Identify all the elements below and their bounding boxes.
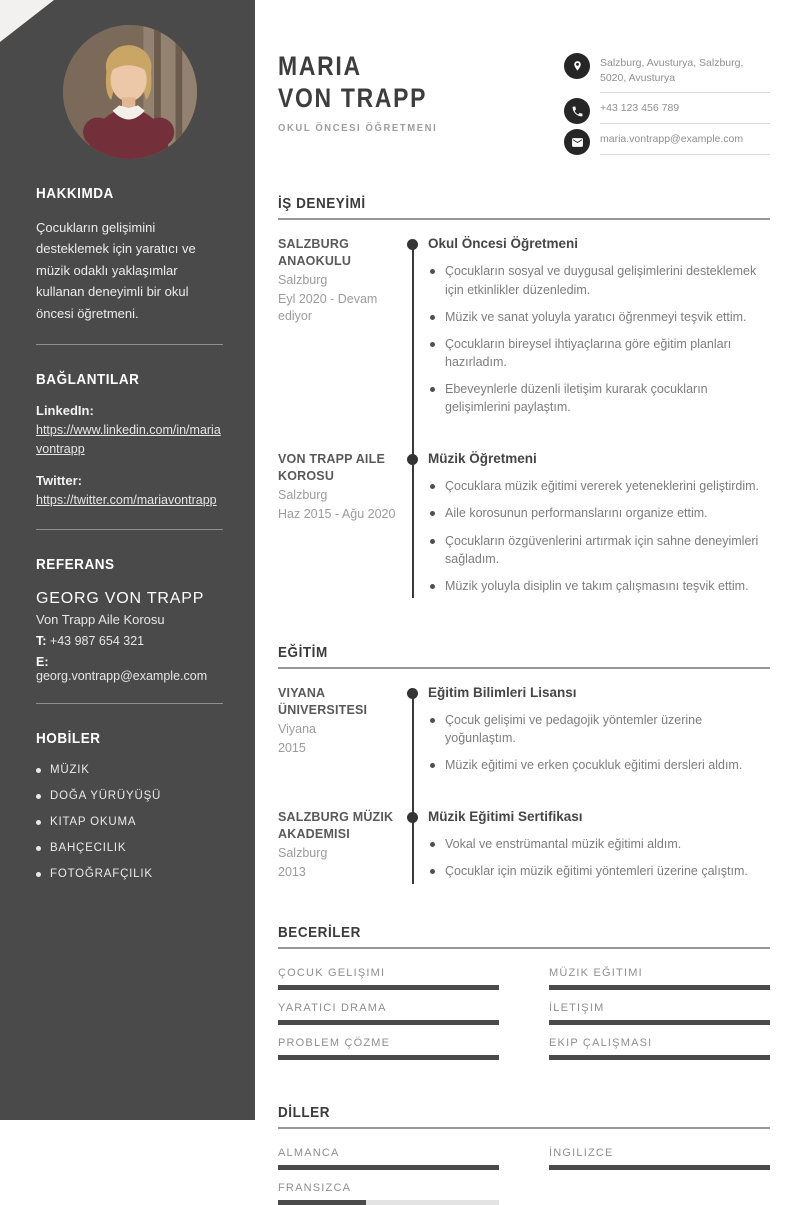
skill-bar (549, 1055, 770, 1060)
section-rule (278, 667, 770, 669)
entry-location: Salzburg (278, 846, 328, 861)
reference-email-label: E: (36, 655, 49, 670)
section-rule (278, 1127, 770, 1129)
entry-org: VON TRAPP AILE KOROSU (278, 452, 385, 484)
language-bar-fill (278, 1200, 366, 1205)
language-bar (278, 1165, 499, 1170)
links-section (36, 345, 223, 509)
twitter-link[interactable]: https://twitter.com/mariavontrapp (36, 492, 217, 507)
timeline-dot (407, 812, 418, 823)
entry-detail (428, 236, 770, 425)
entry-location: Salzburg (278, 273, 328, 288)
education-entries (278, 685, 770, 890)
language-label: İNGILIZCE (549, 1146, 614, 1159)
entry-role: Müzik Öğretmeni (428, 451, 537, 467)
job-title: OKUL ÖNCESI ÖĞRETMENI (278, 121, 438, 134)
about-heading: HAKKIMDA (36, 185, 114, 202)
skill-bar (278, 985, 499, 990)
bullet-item: Müzik ve sanat yoluyla yaratıcı öğrenmeyi teşvik ettim. (428, 308, 770, 326)
language-bar (549, 1165, 770, 1170)
timeline-dot (407, 688, 418, 699)
bullet-item: Vokal ve enstrümantal müzik eğitimi aldım. (428, 835, 770, 853)
header (278, 50, 770, 155)
bullet-item: Aile korosunun performanslarını organize ettim. (428, 504, 770, 522)
experience-entries (278, 236, 770, 604)
skill-item (278, 1037, 499, 1060)
section-rule (278, 218, 770, 220)
about-text: Çocukların gelişimini desteklemek için yaratıcı ve müzik odaklı yaklaşımlar kullanan deneyimli bir okul öncesi öğretmeni. (36, 220, 196, 321)
entry-detail (428, 451, 770, 604)
skills-heading: BECERİLER (278, 923, 361, 941)
skill-item (549, 1037, 770, 1060)
timeline-dot (407, 239, 418, 250)
contact-email-text: maria.vontrapp@example.com (600, 128, 770, 154)
reference-phone (36, 634, 223, 648)
about-section (36, 159, 223, 324)
reference-name: GEORG VON TRAPP (36, 590, 205, 608)
entry-bullets (428, 711, 770, 774)
skill-item (278, 1002, 499, 1025)
location-icon (564, 53, 590, 79)
hobby-item: BAHÇECILIK (36, 842, 223, 854)
experience-entry (278, 451, 770, 604)
links-heading: BAĞLANTILAR (36, 371, 140, 389)
reference-organization: Von Trapp Aile Korosu (36, 612, 165, 628)
languages-grid (278, 1147, 770, 1205)
hobby-list (36, 764, 223, 880)
skill-bar-fill (549, 1055, 770, 1060)
entry-org-block (278, 236, 398, 425)
profile-photo (63, 25, 197, 159)
bullet-item: Çocuklara müzik eğitimi vererek yeteneklerini geliştirdim. (428, 477, 770, 495)
contact-row-email (564, 128, 770, 155)
contact-row-phone (564, 97, 770, 124)
bullet-item: Çocukların sosyal ve duygusal gelişimlerini desteklemek için etkinlikler düzenledim. (428, 262, 770, 298)
sidebar (0, 0, 255, 1120)
reference-section (36, 530, 223, 683)
first-name: MARIA (278, 51, 362, 81)
entry-bullets (428, 835, 770, 880)
language-label: ALMANCA (278, 1146, 340, 1159)
bullet-item: Çocuklar için müzik eğitimi yöntemleri üzerine çalıştım. (428, 862, 770, 880)
skill-label: İLETIŞIM (549, 1001, 605, 1014)
page-title (278, 50, 455, 115)
hobbies-section (36, 704, 223, 880)
language-bar (278, 1200, 499, 1205)
education-entry (278, 685, 770, 783)
main-content (255, 0, 794, 1194)
skill-bar-fill (549, 985, 770, 990)
bullet-item: Çocukların bireysel ihtiyaçlarına göre eğitim planları hazırladım. (428, 335, 770, 371)
name-block (278, 50, 455, 134)
entry-org-block (278, 809, 398, 889)
timeline-cell (398, 685, 428, 783)
skill-item (549, 1002, 770, 1025)
skill-bar (549, 985, 770, 990)
skills-grid (278, 967, 770, 1060)
entry-location: Salzburg (278, 488, 328, 503)
entry-degree: Müzik Eğitimi Sertifikası (428, 809, 583, 825)
skill-label: YARATICI DRAMA (278, 1001, 387, 1014)
contact-phone-text: +43 123 456 789 (600, 97, 770, 123)
experience-entry (278, 236, 770, 425)
education-section (278, 644, 770, 890)
skill-bar (549, 1020, 770, 1025)
timeline-cell (398, 451, 428, 604)
entry-detail (428, 685, 770, 783)
hobby-item: KITAP OKUMA (36, 816, 223, 828)
link-item-linkedin (36, 403, 223, 459)
entry-org: SALZBURG MÜZIK AKADEMISI (278, 810, 394, 842)
entry-org-block (278, 451, 398, 604)
reference-email-value: georg.vontrapp@example.com (36, 669, 208, 684)
reference-phone-label: T: (36, 634, 47, 649)
skill-label: EKIP ÇALIŞMASI (549, 1036, 653, 1049)
email-icon (564, 129, 590, 155)
skill-item (278, 967, 499, 990)
skills-section (278, 924, 770, 1060)
hobby-item: DOĞA YÜRÜYÜŞÜ (36, 790, 223, 802)
education-entry (278, 809, 770, 889)
bullet-item: Çocuk gelişimi ve pedagojik yöntemler üzerine yoğunlaştım. (428, 711, 770, 747)
hobbies-heading: HOBİLER (36, 730, 101, 748)
contact-location-text: Salzburg, Avusturya, Salzburg, 5020, Avusturya (600, 52, 770, 93)
reference-phone-value: +43 987 654 321 (49, 634, 145, 649)
entry-role: Okul Öncesi Öğretmeni (428, 236, 579, 252)
page-corner-fold (0, 0, 54, 42)
contact-block (564, 52, 770, 155)
skill-label: MÜZIK EĞITIMI (549, 966, 643, 979)
entry-dates: 2013 (278, 864, 306, 879)
language-item (278, 1182, 499, 1205)
skill-bar (278, 1055, 499, 1060)
entry-dates: Haz 2015 - Ağu 2020 (278, 506, 396, 521)
language-bar-fill (278, 1165, 499, 1170)
section-rule (278, 947, 770, 949)
language-item (278, 1147, 499, 1170)
linkedin-label: LinkedIn: (36, 403, 94, 419)
entry-location: Viyana (278, 721, 316, 736)
skill-bar-fill (278, 1020, 499, 1025)
phone-icon (564, 98, 590, 124)
timeline-cell (398, 236, 428, 425)
language-label: FRANSIZCA (278, 1181, 352, 1194)
hobby-item: MÜZIK (36, 764, 223, 776)
experience-heading: İŞ DENEYİMİ (278, 195, 366, 213)
skill-bar-fill (278, 985, 499, 990)
twitter-label: Twitter: (36, 472, 82, 488)
linkedin-link[interactable]: https://www.linkedin.com/in/mariavontrapp (36, 423, 221, 456)
education-heading: EĞİTİM (278, 643, 328, 661)
entry-org: VIYANA ÜNIVERSITESI (278, 685, 368, 717)
languages-section (278, 1104, 770, 1205)
last-name: VON TRAPP (278, 83, 428, 114)
bullet-item: Çocukların özgüvenlerini artırmak için sahne deneyimleri sağladım. (428, 532, 770, 568)
skill-item (549, 967, 770, 990)
entry-bullets (428, 477, 770, 595)
entry-dates: 2015 (278, 740, 306, 755)
reference-email (36, 655, 223, 683)
entry-bullets (428, 262, 770, 416)
entry-org: SALZBURG ANAOKULU (278, 237, 352, 269)
bullet-item: Müzik yoluyla disiplin ve takım çalışmasını teşvik ettim. (428, 577, 770, 595)
portrait-illustration (63, 25, 197, 159)
skill-bar-fill (278, 1055, 499, 1060)
bullet-item: Müzik eğitimi ve erken çocukluk eğitimi dersleri aldım. (428, 756, 770, 774)
link-item-twitter (36, 473, 223, 510)
timeline-dot (407, 454, 418, 465)
entry-dates: Eyl 2020 - Devam ediyor (278, 292, 378, 323)
skill-bar-fill (549, 1020, 770, 1025)
languages-heading: DİLLER (278, 1103, 330, 1121)
language-item (549, 1147, 770, 1170)
reference-heading: REFERANS (36, 556, 115, 574)
skill-label: PROBLEM ÇÖZME (278, 1036, 391, 1049)
bullet-item: Ebeveynlerle düzenli iletişim kurarak çocukların gelişimlerini paylaştım. (428, 380, 770, 416)
entry-degree: Eğitim Bilimleri Lisansı (428, 684, 577, 700)
entry-detail (428, 809, 770, 889)
skill-bar (278, 1020, 499, 1025)
entry-org-block (278, 685, 398, 783)
experience-section (278, 195, 770, 604)
contact-row-location (564, 52, 770, 93)
language-bar-fill (549, 1165, 770, 1170)
timeline-cell (398, 809, 428, 889)
skill-label: ÇOCUK GELIŞIMI (278, 966, 386, 979)
hobby-item: FOTOĞRAFÇILIK (36, 868, 223, 880)
